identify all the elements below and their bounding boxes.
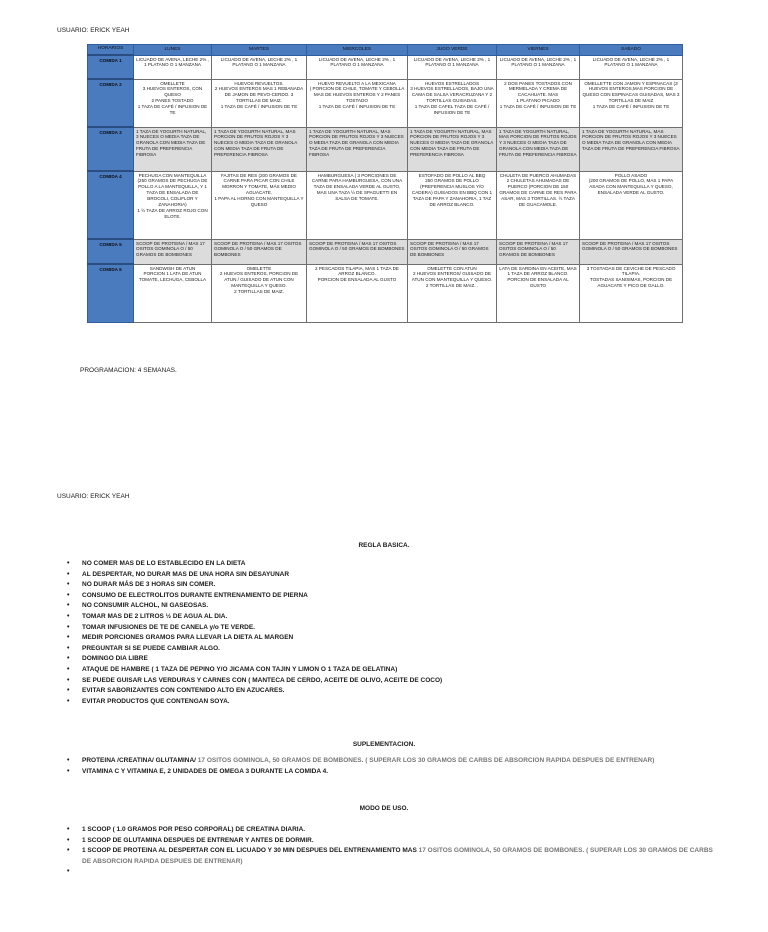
item-text: DOMINGO DIA LIBRE xyxy=(82,655,148,663)
meal-cell: OMELETTE CON ATUN 2 HUEVOS ENTEROS/ GUISADO DE ATUN CON MANTEQUILLA Y QUESO. 2 TORTILLAS DE MAIZ. . xyxy=(408,264,497,322)
bullet-icon: • xyxy=(67,687,70,695)
rule-item xyxy=(66,676,706,687)
meal-cell: LICUADO DE AVENA, LECHE 2% , 1 PLATANO O 1 MANZANA xyxy=(307,55,408,79)
item-text: NO CONSUMIR ALCHOL, NI GASEOSAS. xyxy=(82,602,209,610)
meal-cell: SCOOP DE PROTEINA / MAS 17 OSITOS GOMINOLA O / 50 GRAMOS DE BOMBONES xyxy=(408,239,497,264)
item-text: NO DURAR MÁS DE 3 HORAS SIN COMER. xyxy=(82,581,216,589)
bullet-icon: • xyxy=(67,612,70,620)
rule-item xyxy=(66,580,706,591)
meal-cell: LICUADO DE AVENA, LECHE 2% , 1 PLATANO O 1 MANZANA xyxy=(212,55,307,79)
meal-cell: LICUADO DE AVENA, LECHE 2% , 1 PLATANO O 1 MANZANA xyxy=(408,55,497,79)
meal-cell: PECHUGA CON MANTEQUILLA (250 GRAMOS DE PECHUGA DE POLLO A LA MANTEQUILLA, Y 1 TAZA DE ENSALADA DE BROCOLI, COLIFLOR Y ZANAHORIA) 1 ½ TAZA DE ARROZ ROJO CON ELOTE. xyxy=(134,171,212,239)
item-text: EVITAR PRODUCTOS QUE CONTENGAN SOYA. xyxy=(82,697,230,705)
rule-item xyxy=(66,559,706,570)
item-extra-text: 17 OSITOS GOMINOLA, 50 GRAMOS DE BOMBONES. ( SUPERAR LOS 30 GRAMOS DE CARBS DE ABSORCION RAPIDA DESPUES DE ENTRENAR) xyxy=(82,847,713,865)
item-text: MEDIR PORCIONES GRAMOS PARA LLEVAR LA DIETA AL MARGEN xyxy=(82,634,294,642)
bullet-icon: • xyxy=(67,836,70,844)
bullet-icon: • xyxy=(67,868,70,876)
table-row xyxy=(88,55,683,79)
item-text: CONSUMO DE ELECTROLITOS DURANTE ENTRENAMIENTO DE PIERNA xyxy=(82,591,308,599)
meal-cell: SANDWISH DE ATUN PORCION 1 LATA DE ATUN TOMATE, LECHUGA, CEBOLLA xyxy=(134,264,212,322)
meal-cell: 1 TAZA DE YOGURTH NATURAL, MAS PORCION DE FRUTOS ROJOS Y 3 NUECES O MEDIA TAZA DE GRANOLA CON MEDIA TAZA DE FRUTA DE PREFERENCIA FIBROSA xyxy=(212,127,307,171)
rule-item xyxy=(66,591,706,602)
meal-cell: LICUADO DE AVENA, LECHE 2% , 1 PLATANO O 1 MANZANA xyxy=(580,55,683,79)
supplement-item xyxy=(66,767,716,778)
item-text: AL DESPERTAR, NO DURAR MAS DE UNA HORA SIN DESAYUNAR xyxy=(82,570,290,578)
meal-cell: HUEVOS ESTRELLADOS 3 HUEVOS ESTRELLADOS, BAJO UNA CAMA DE SALSA VERACRUZANA Y 2 TORTILLAS GUISADAS. 1 TAZA DE CAFEL TAZA DE CAFÉ / INFUSION DE TE xyxy=(408,79,497,127)
meal-cell: HUEVOS REVUELTOS. 2 HUEVOS ENTEROS MAS 1 REBANADA DE JAMON DE PEVO-CERDO. 3 TORTILLAS DE MAIZ. 1 TAZA DE CAFÉ / INFUSION DE TE xyxy=(212,79,307,127)
bullet-icon: • xyxy=(67,826,70,833)
meal-cell: SCOOP DE PROTEINA / MAS 17 OSITOS GOMINOLA O / 50 GRAMOS DE BOMBONES xyxy=(497,239,580,264)
table-header-row xyxy=(88,45,683,56)
bullet-icon: • xyxy=(67,676,70,684)
header-viernes: VIERNES xyxy=(497,45,580,56)
usage-item xyxy=(66,836,716,847)
meal-plan-table xyxy=(87,44,683,323)
supplements-list xyxy=(66,756,716,777)
meal-cell: LICUADO DE AVENA, LECHE 2% , 1 PLATANO O 1 MANZANA xyxy=(134,55,212,79)
user-label-second: USUARIO: ERICK YEAH xyxy=(57,493,130,500)
meal-label: COMIDA 4 xyxy=(88,171,134,239)
header-miercoles: MIERCOLES xyxy=(307,45,408,56)
meal-cell: SCOOP DE PROTEINA / MAS 17 OSITOS GOMINOLA O / 50 GRAMOS DE BOMBONES xyxy=(134,239,212,264)
header-horarios: HORARIOS xyxy=(88,45,134,56)
user-label: USUARIO: ERICK YEAH xyxy=(57,27,130,34)
rule-item xyxy=(66,633,706,644)
rule-item xyxy=(66,665,706,676)
meal-cell: SCOOP DE PROTEINA / MAS 17 OSITOS GOMINOLA O / 50 GRAMOS DE BOMBONES xyxy=(307,239,408,264)
table-row xyxy=(88,79,683,127)
header-jugo-verde: JUGO VERDE xyxy=(408,45,497,56)
programacion-label: PROGRAMACION: 4 SEMANAS. xyxy=(80,367,177,374)
meal-cell: SCOOP DE PROTEINA / MAS 17 OSITOS GOMINOLA O / 50 GRAMOS DE BOMBONES xyxy=(212,239,307,264)
rule-item xyxy=(66,570,706,581)
meal-cell: FAJITAS DE RES (200 GRAMOS DE CARNE PARA PICAR CON CHILE MORRON Y TOMATE, MÁS MEDIO AGUACATE. 1 PAPA AL HORNO CON MANTEQUILLA Y QUESO xyxy=(212,171,307,239)
item-text: VITAMINA C Y VITAMINA E, 2 UNIDADES DE OMEGA 3 DURANTE LA COMIDA 4. xyxy=(82,767,329,775)
item-text: 1 SCOOP ( 1.0 GRAMOS POR PESO CORPORAL) DE CREATINA DIARIA. xyxy=(82,826,306,833)
meal-label: COMIDA 6 xyxy=(88,264,134,322)
meal-label: COMIDA 5 xyxy=(88,239,134,264)
header-sabado: SABADO xyxy=(580,45,683,56)
meal-cell: LICUADO DE AVENA, LECHE 2% , 1 PLATANO O 1 MANZANA xyxy=(497,55,580,79)
meal-cell: CHULETA DE PUERCO AHUMADAS 2 CHULETAS AHUMADAS DE PUERCO (PORCION DE 150 GRAMOS DE CARNE DE RES PARA ASAR, MAS 3 TORTILLAS. ½ TAZA DE GUACAMOLE. xyxy=(497,171,580,239)
rule-item xyxy=(66,686,706,697)
meal-cell: 1 TAZA DE YOGURTH NATURAL, MAS PORCION DE FRUTOS ROJOS Y 3 NUECES O MEDIA TAZA DE GRANOLA CON MEDIA TAZA DE FRUTA DE PREFERENCIA FIBROSA xyxy=(408,127,497,171)
item-extra-text: 17 OSITOS GOMINOLA, 50 GRAMOS DE BOMBONES. ( SUPERAR LOS 30 GRAMOS DE CARBS DE ABSORCION RAPIDA DESPUES DE ENTRENAR) xyxy=(197,757,655,764)
bullet-icon: • xyxy=(67,570,70,578)
header-lunes: LUNES xyxy=(134,45,212,56)
table-row xyxy=(88,239,683,264)
item-text: ATAQUE DE HAMBRE ( 1 TAZA DE PEPINO Y/O JICAMA CON TAJIN Y LIMON O 1 TAZA DE GELATINA) xyxy=(82,665,398,673)
meal-cell: 1 TAZA DE YOGURTH NATURAL, MAS PORCION DE FRUTOS ROJOS Y 3 NUECES O MEDIA TAZA DE GRANOLA CON MEDIA TAZA DE FRUTA DE PREFERENCIA FIBROSA xyxy=(497,127,580,171)
rule-item xyxy=(66,601,706,612)
item-text: 1 SCOOP DE PROTEINA AL DESPERTAR CON EL LICUADO Y 30 MIN DESPUES DEL ENTRENAMIENTO MAS xyxy=(82,847,419,855)
rule-item xyxy=(66,623,706,634)
regla-basica-title: REGLA BASICA. xyxy=(358,542,410,549)
meal-cell: 1 TAZA DE YOGURTH NATURAL, MAS PORCION DE FRUTOS ROJOS Y 3 NUECES O MEDIA TAZA DE GRANOLA CON MEDIA TAZA DE FRUTA DE PREFERENCIA FIBROSA xyxy=(580,127,683,171)
meal-cell: OMELLETE 3 HUEVOS ENTEROS, CON QUESO 2 PANES TOSTADO 1 TAZA DE CAFÉ / INFUSION DE TE xyxy=(134,79,212,127)
item-text: TOMAR INFUSIONES DE TE DE CANELA y/o TE VERDE. xyxy=(82,623,255,631)
bullet-icon: • xyxy=(67,847,70,855)
meal-cell: ESTOFADO DE POLLO AL BBQ 250 GRAMOS DE POLLO (PREFERENCIA MUSLOS Y/O CADERA) GUISADOS EN BBQ CON 1 TAZA DE PAPA Y ZANAHORIA, 1 TAZ DE ARROZ BLANCO. xyxy=(408,171,497,239)
bullet-icon: • xyxy=(67,591,70,599)
meal-label: COMIDA 2 xyxy=(88,79,134,127)
usage-list xyxy=(66,825,716,876)
table-row xyxy=(88,171,683,239)
item-text: NO COMER MAS DE LO ESTABLECIDO EN LA DIETA xyxy=(82,560,246,567)
bullet-icon: • xyxy=(67,757,70,764)
meal-cell: 1 TAZA DE YOGURTH NATURAL, MAS PORCION DE FRUTOS ROJOS Y 3 NUECES O MEDIA TAZA DE GRANOLA CON MEDIA TAZA DE FRUTA DE PREFERENCIA FIBROSA xyxy=(307,127,408,171)
bullet-icon: • xyxy=(67,602,70,610)
rule-item xyxy=(66,697,706,708)
item-text: TOMAR MAS DE 2 LITROS ½ DE AGUA AL DIA. xyxy=(82,612,228,620)
supplement-item xyxy=(66,756,716,767)
meal-cell: OMELLETTE CON JAMON Y ESPINACAS (3 HUEVOS ENTEROS,MAS PORCION DE QUESO CON ESPINACAS GUISADAS, MAS 3 TORTILLAS DE MAIZ 1 TAZA DE CAFÉ / INFUSION DE TE xyxy=(580,79,683,127)
meal-cell: OMELETTE 2 HUEVOS ENTEROS, PORCION DE ATUN / GUISADO DE ATUN CON MANTEQUILLA Y QUESO. 2 TORTILLAS DE MAIZ. xyxy=(212,264,307,322)
meal-label: COMIDA 1 xyxy=(88,55,134,79)
item-text: EVITAR SABORIZANTES CON CONTENIDO ALTO EN AZUCARES. xyxy=(82,687,285,695)
item-text: PREGUNTAR SI SE PUEDE CAMBIAR ALGO. xyxy=(82,644,220,652)
bullet-icon: • xyxy=(67,655,70,663)
rule-item xyxy=(66,612,706,623)
bullet-icon: • xyxy=(67,560,70,567)
meal-cell: HUEVO REVUELTO A LA MEXICANA ( PORCION DE CHILE, TOMATE Y CEBOLLA MAS DE HUEVOS ENTEROS Y 2 PANES TOSTADO 1 TAZA DE CAFÉ / INFUSION DE TE xyxy=(307,79,408,127)
suplementacion-title: SUPLEMENTACION. xyxy=(352,741,416,748)
usage-item xyxy=(66,846,716,867)
meal-cell: POLLO ASADO (200 GRAMOS DE POLLO, MAS 1 PAPA ASADA CON MANTEQUILLA Y QUESO, ENSALADA VERDE AL GUSTO. xyxy=(580,171,683,239)
meal-cell: 2 DOS PANES TOSTADOS CON MERMELADA Y CREMA DE CACAHUATE. MAS 1 PLATANO PICADO 1 TAZA DE CAFÉ / INFUSION DE TE xyxy=(497,79,580,127)
meal-cell: SCOOP DE PROTEINA / MAS 17 OSITOS GOMINOLA O / 50 GRAMOS DE BOMBONES xyxy=(580,239,683,264)
bullet-icon: • xyxy=(67,767,70,775)
item-text: PROTEINA /CREATINA/ GLUTAMINA/ xyxy=(82,757,198,764)
bullet-icon: • xyxy=(67,644,70,652)
item-text: SE PUEDE GUISAR LAS VERDURAS Y CARNES CON ( MANTECA DE CERDO, ACEITE DE OLIVO, ACEITE DE COCO) xyxy=(82,676,443,684)
bullet-icon: • xyxy=(67,634,70,642)
bullet-icon: • xyxy=(67,665,70,673)
meal-label: COMIDA 3 xyxy=(88,127,134,171)
rule-item xyxy=(66,654,706,665)
modo-de-uso-title: MODO DE USO. xyxy=(359,805,409,812)
table-row xyxy=(88,127,683,171)
bullet-icon: • xyxy=(67,697,70,705)
meal-cell: 1 TAZA DE YOGURTH NATURAL, 3 NUECES O MEDIA TAZA DE GRANOLA CON MEDIA TAZA DE FRUTA DE PREFERENCIA FIBROSA xyxy=(134,127,212,171)
rule-item xyxy=(66,644,706,655)
item-text: 1 SCOOP DE GLUTAMINA DESPUES DE ENTRENAR Y ANTES DE DORMIR. xyxy=(82,836,314,844)
bullet-icon: • xyxy=(67,623,70,631)
meal-cell: 3 TOSTADAS DE CEVICHE DE PESCADO TILAPIA. TOSTADAS SANISIMAS, PORCION DE AGUACATE Y PICO DE GALLO. xyxy=(580,264,683,322)
bullet-icon: • xyxy=(67,581,70,589)
table-row xyxy=(88,264,683,322)
meal-cell: HAMBURGUESA ( 3 PORCIONES DE CARNE PARA HAMBURGUESA, CON UNA TAZA DE ENSALADA VERDE AL GUSTO, MAS UNA TAZA ½ DE SPAGUETTI EN SALSA DE TOMATE. xyxy=(307,171,408,239)
meal-cell: LATA DE SARDINA EN ACEITE, MAS 1 TAZA DE ARROZ BLANCO. PORCION DE ENSALADA AL GUSTO xyxy=(497,264,580,322)
meal-cell: 2 PESCADOS TILAPIA, MAS 1 TAZA DE ARROZ BLANCO. PORCION DE ENSALADA AL GUSTO xyxy=(307,264,408,322)
usage-item xyxy=(66,825,716,836)
header-martes: MARTES xyxy=(212,45,307,56)
rules-list xyxy=(66,559,706,707)
